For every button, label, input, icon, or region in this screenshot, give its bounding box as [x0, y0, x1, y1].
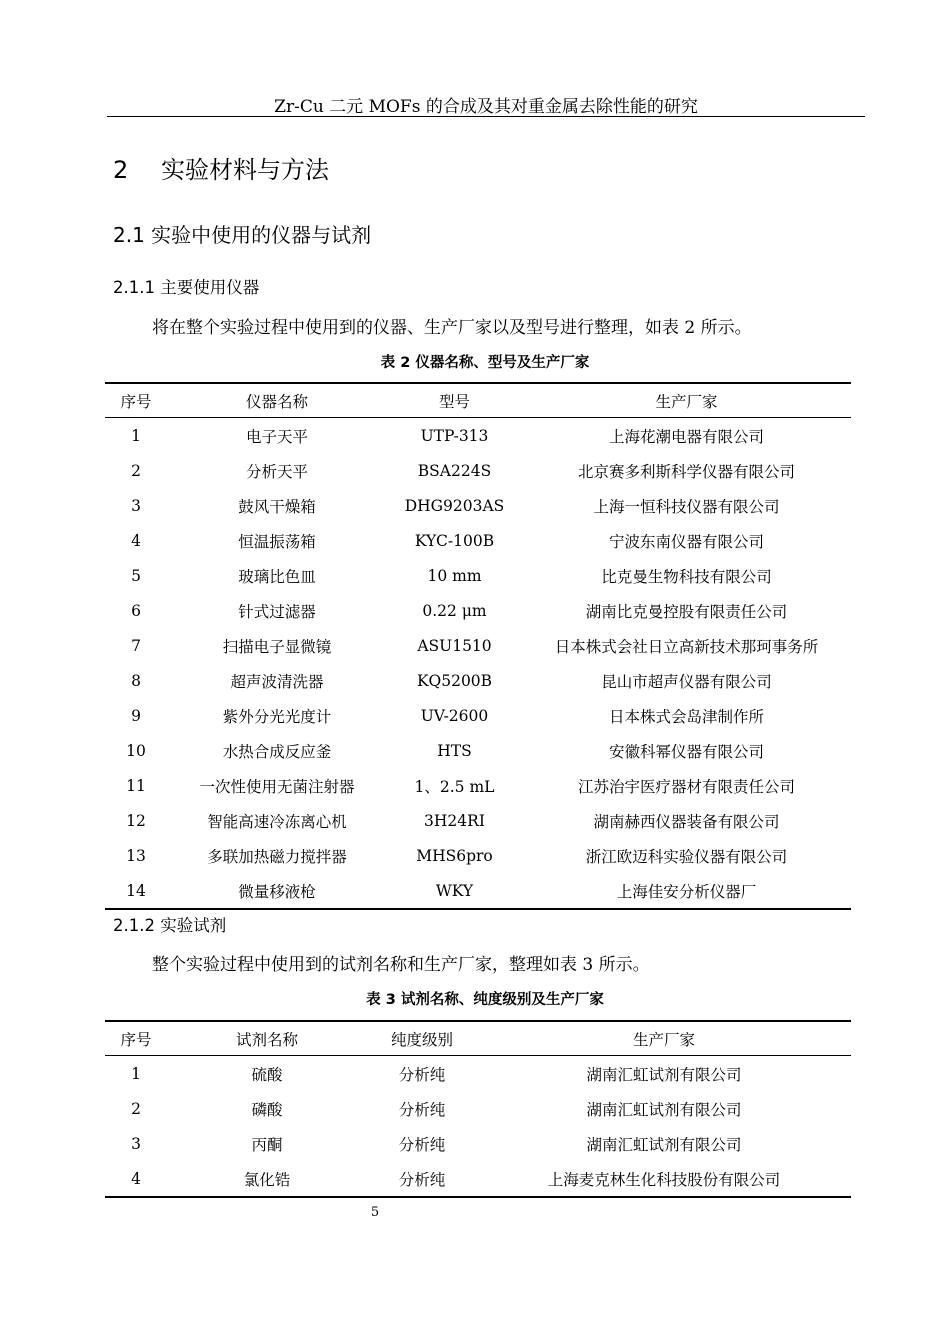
table-header-row	[105, 1021, 851, 1056]
instruments-paragraph: 将在整个实验过程中使用到的仪器、生产厂家以及型号进行整理，如表 2 所示。	[152, 318, 752, 338]
table-cell: 3H24RI	[424, 811, 485, 830]
table-cell: 12	[126, 811, 146, 830]
table-cell: 7	[131, 636, 141, 655]
table-cell: 分析纯	[398, 1100, 446, 1119]
table-cell: 宁波东南仪器有限公司	[608, 532, 764, 551]
table-cell: 分析纯	[367, 1161, 477, 1197]
column-header: 序号	[105, 383, 167, 418]
table2-caption: 表 2 仪器名称、型号及生产厂家	[380, 355, 590, 371]
table-cell: UTP-313	[420, 426, 489, 445]
table-cell: 丙酮	[251, 1135, 283, 1154]
table-cell: 5	[131, 566, 141, 585]
table-row	[105, 558, 851, 593]
table-cell: 比克曼生物科技有限公司	[601, 567, 772, 586]
table-cell: 1	[131, 1064, 141, 1083]
running-header: Zr-Cu 二元 MOFs 的合成及其对重金属去除性能的研究	[274, 97, 698, 117]
column-header: 型号	[387, 383, 522, 418]
table-cell: 3	[131, 496, 141, 515]
table-cell: 超声波清洗器	[230, 672, 324, 691]
table-cell: 紫外分光光度计	[222, 707, 332, 726]
table-cell: 3	[131, 1134, 141, 1153]
table-cell: 玻璃比色皿	[238, 567, 316, 586]
subsection-heading-reagents: 2.1.2 实验试剂	[113, 916, 227, 935]
table-cell: UV-2600	[420, 706, 489, 725]
chapter-title: 实验材料与方法	[161, 156, 329, 184]
table-cell: 2	[131, 1099, 141, 1118]
table3-caption: 表 3 试剂名称、纯度级别及生产厂家	[366, 992, 604, 1008]
table-cell: 北京赛多利斯科学仪器有限公司	[577, 462, 795, 481]
table-cell: 电子天平	[245, 427, 308, 446]
table-row	[105, 768, 851, 803]
table-cell: 1、2.5 mL	[414, 777, 495, 796]
reagents-paragraph: 整个实验过程中使用到的试剂名称和生产厂家，整理如表 3 所示。	[152, 955, 650, 975]
table-cell: 湖南赫西仪器装备有限公司	[593, 812, 780, 831]
table-row	[105, 873, 851, 909]
table-cell: 浙江欧迈科实验仪器有限公司	[585, 847, 788, 866]
table-row	[105, 733, 851, 768]
table-cell: 江苏治宇医疗器材有限责任公司	[577, 777, 795, 796]
table-cell: 智能高速冷冻离心机	[207, 812, 347, 831]
table-cell: 2	[131, 461, 141, 480]
table-cell: 磷酸	[251, 1100, 283, 1119]
table-cell: 10	[126, 741, 146, 760]
table-row	[105, 1056, 851, 1092]
section-heading: 2.1 实验中使用的仪器与试剂	[113, 223, 372, 247]
chapter-heading	[113, 150, 329, 185]
table-cell: 8	[131, 671, 141, 690]
table-cell: 湖南汇虹试剂有限公司	[586, 1100, 742, 1119]
table-cell: 水热合成反应釜	[222, 742, 332, 761]
table-row	[105, 698, 851, 733]
table-row	[105, 418, 851, 454]
table-cell: HTS	[437, 741, 472, 760]
table-cell: 分析天平	[245, 462, 308, 481]
table-cell: 14	[105, 873, 167, 909]
table-row	[105, 663, 851, 698]
column-header: 生产厂家	[522, 383, 851, 418]
instruments-table	[105, 382, 851, 910]
table-cell: 10 mm	[427, 566, 482, 585]
table-cell: 扫描电子显微镜	[222, 637, 332, 656]
table-cell: 9	[131, 706, 141, 725]
column-header: 试剂名称	[167, 1021, 367, 1056]
table-cell: 微量移液枪	[167, 873, 387, 909]
column-header: 生产厂家	[477, 1021, 851, 1056]
header-rule	[107, 116, 865, 117]
table-cell: 针式过滤器	[238, 602, 316, 621]
table-cell: 分析纯	[398, 1065, 446, 1084]
table-cell: 鼓风干燥箱	[238, 497, 316, 516]
table-cell: MHS6pro	[416, 846, 493, 865]
table-cell: 多联加热磁力搅拌器	[207, 847, 347, 866]
table-cell: 上海麦克林生化科技股份有限公司	[477, 1161, 851, 1197]
table-cell: 恒温振荡箱	[238, 532, 316, 551]
table-cell: 11	[126, 776, 146, 795]
table-row	[105, 1126, 851, 1161]
table-cell: KQ5200B	[416, 671, 493, 690]
table-row	[105, 523, 851, 558]
table-row	[105, 838, 851, 873]
table-row	[105, 1161, 851, 1197]
table-header-row	[105, 383, 851, 418]
table-cell: 6	[131, 601, 141, 620]
table-cell: WKY	[387, 873, 522, 909]
table-row	[105, 593, 851, 628]
table-cell: 日本株式会岛津制作所	[608, 707, 764, 726]
table-row	[105, 628, 851, 663]
table-cell: 上海一恒科技仪器有限公司	[593, 497, 780, 516]
table-cell: 湖南比克曼控股有限责任公司	[585, 602, 788, 621]
column-header: 序号	[105, 1021, 167, 1056]
page-number: 5	[370, 1205, 380, 1220]
table-cell: BSA224S	[417, 461, 492, 480]
table-cell: 氯化锆	[167, 1161, 367, 1197]
chapter-number: 2	[113, 156, 129, 184]
reagents-table	[105, 1020, 851, 1198]
table-cell: 湖南汇虹试剂有限公司	[586, 1065, 742, 1084]
table-cell: 硫酸	[251, 1065, 283, 1084]
table-cell: KYC-100B	[414, 531, 495, 550]
table-cell: 一次性使用无菌注射器	[199, 777, 355, 796]
table-cell: 13	[126, 846, 146, 865]
column-header: 纯度级别	[367, 1021, 477, 1056]
subsection-heading-instruments: 2.1.1 主要使用仪器	[113, 278, 260, 297]
column-header: 仪器名称	[167, 383, 387, 418]
table-cell: ASU1510	[417, 636, 492, 655]
table-cell: 湖南汇虹试剂有限公司	[586, 1135, 742, 1154]
table-row	[105, 803, 851, 838]
table-cell: 日本株式会社日立高新技术那珂事务所	[554, 637, 819, 656]
table-row	[105, 488, 851, 523]
table-row	[105, 453, 851, 488]
table-cell: 1	[131, 426, 141, 445]
table-cell: 安徽科幂仪器有限公司	[608, 742, 764, 761]
table-row	[105, 1091, 851, 1126]
table-cell: 上海佳安分析仪器厂	[522, 873, 851, 909]
table-cell: DHG9203AS	[404, 496, 505, 515]
table-cell: 分析纯	[398, 1135, 446, 1154]
table-cell: 上海花潮电器有限公司	[608, 427, 764, 446]
table-cell: 0.22 μm	[422, 601, 487, 620]
table-cell: 4	[105, 1161, 167, 1197]
table-cell: 昆山市超声仪器有限公司	[601, 672, 772, 691]
table-cell: 4	[131, 531, 141, 550]
